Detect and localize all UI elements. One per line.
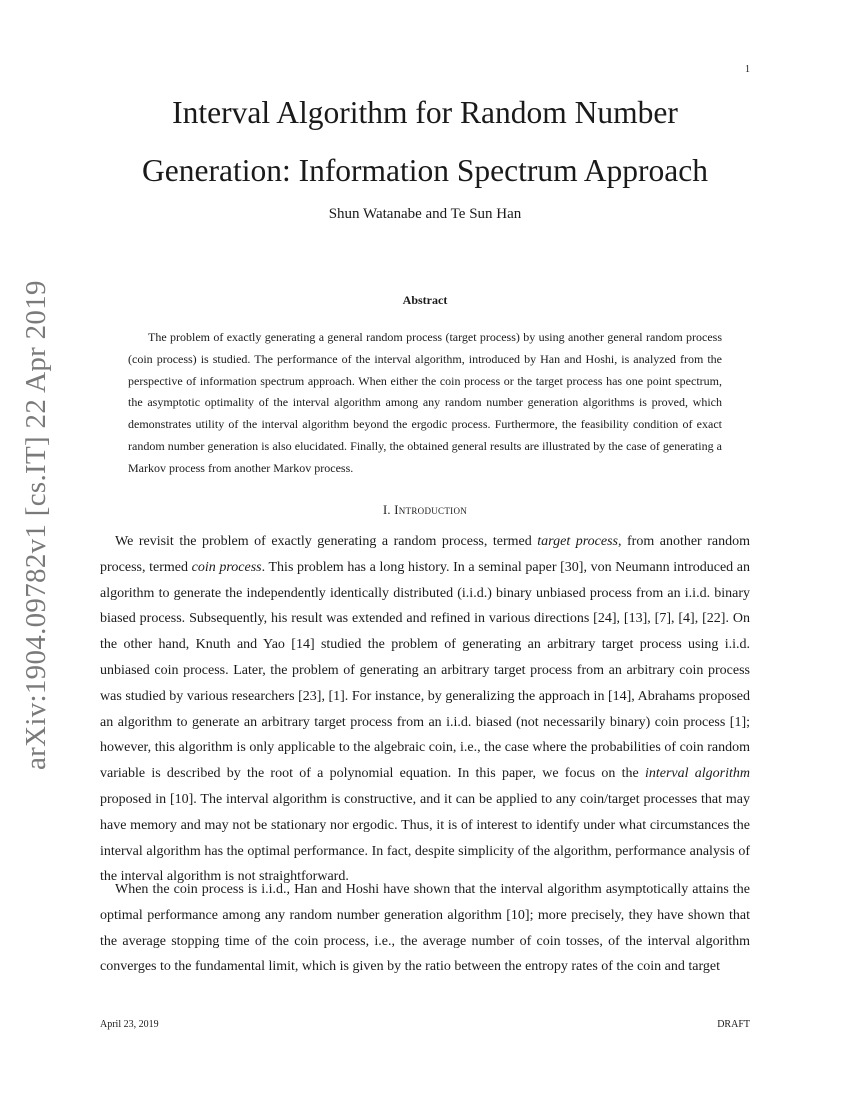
abstract-text: The problem of exactly generating a general random process (target process) by using another general random process (coin process) is studied. The performance of the interval algorithm, introduced by Han and Hoshi, is analyzed from the perspective of information spectrum approach. When either the coin process or the target process has one point spectrum, the asymptotic optimality of the interval algorithm among any random number generation algorithms is proved, which demonstrates utility of the interval algorithm beyond the ergodic process. Furthermore, the feasibility condition of exact random number generation is also elucidated. Finally, the obtained general results are illustrated by the case of generating a Markov process from another Markov process. xyxy=(128,330,722,475)
footer-draft-label: DRAFT xyxy=(717,1019,750,1030)
section-number: I. xyxy=(382,503,391,517)
term-interval-algorithm: interval algorithm xyxy=(644,766,750,782)
term-coin-process: coin process xyxy=(191,559,262,575)
intro-p1-text-3: . This problem has a long history. In a seminal paper [30], von Neumann introduced an algorithm to generate the independently identically distributed (i.i.d.) binary unbiased process from an i.i.d. binary biased process. Subsequently, his result was extended and refined in various directions [24], [13], [7], [4], [22]. On the other hand, Knuth and Yao [14] studied the problem of generating an arbitrary target process using i.i.d. unbiased coin process. Later, the problem of generating an arbitrary target process from an arbitrary coin process was studied by various researchers [23], [1]. For instance, by generalizing the approach in [14], Abrahams proposed an algorithm to generate an arbitrary target process from an i.i.d. biased (not necessarily binary) coin process [1]; however, this algorithm is only applicable to the algebraic coin, i.e., the case where the probabilities of coin random variable is described by the root of a polynomial equation. In this paper, we focus on the xyxy=(100,559,751,782)
arxiv-identifier-stamp: arXiv:1904.09782v1 [cs.IT] 22 Apr 2019 xyxy=(20,280,52,770)
paper-title: Interval Algorithm for Random Number Generation: Information Spectrum Approach xyxy=(142,95,708,188)
intro-p1-text-4: proposed in [10]. The interval algorithm is constructive, and it can be applied to any coin/target processes that may have memory and may not be stationary nor ergodic. Thus, it is of interest to identify under what circumstances the interval algorithm has the optimal performance. In fact, despite simplicity of the algorithm, performance analysis of the interval algorithm is not straightforward. xyxy=(100,791,750,885)
intro-p1-text-2: , from another random process, termed xyxy=(100,534,750,575)
page-number: 1 xyxy=(745,64,750,75)
term-target-process: target process xyxy=(537,534,618,549)
section-heading-introduction xyxy=(100,503,750,518)
abstract-heading: Abstract xyxy=(402,293,448,307)
intro-p1-text-1: We revisit the problem of exactly generating a random process, termed xyxy=(115,534,538,549)
footer-date: April 23, 2019 xyxy=(100,1019,159,1030)
paper-authors: Shun Watanabe and Te Sun Han xyxy=(328,206,522,222)
section-title: Introduction xyxy=(394,503,468,517)
intro-paragraph-1 xyxy=(100,529,750,890)
intro-paragraph-2: When the coin process is i.i.d., Han and Hoshi have shown that the interval algorithm asymptotically attains the optimal performance among any random number generation algorithm [10]; more precisely, they have shown that the average stopping time of the coin process, i.e., the average number of coin tosses, of the interval algorithm converges to the fundamental limit, which is given by the ratio between the entropy rates of the coin and target xyxy=(100,882,750,975)
